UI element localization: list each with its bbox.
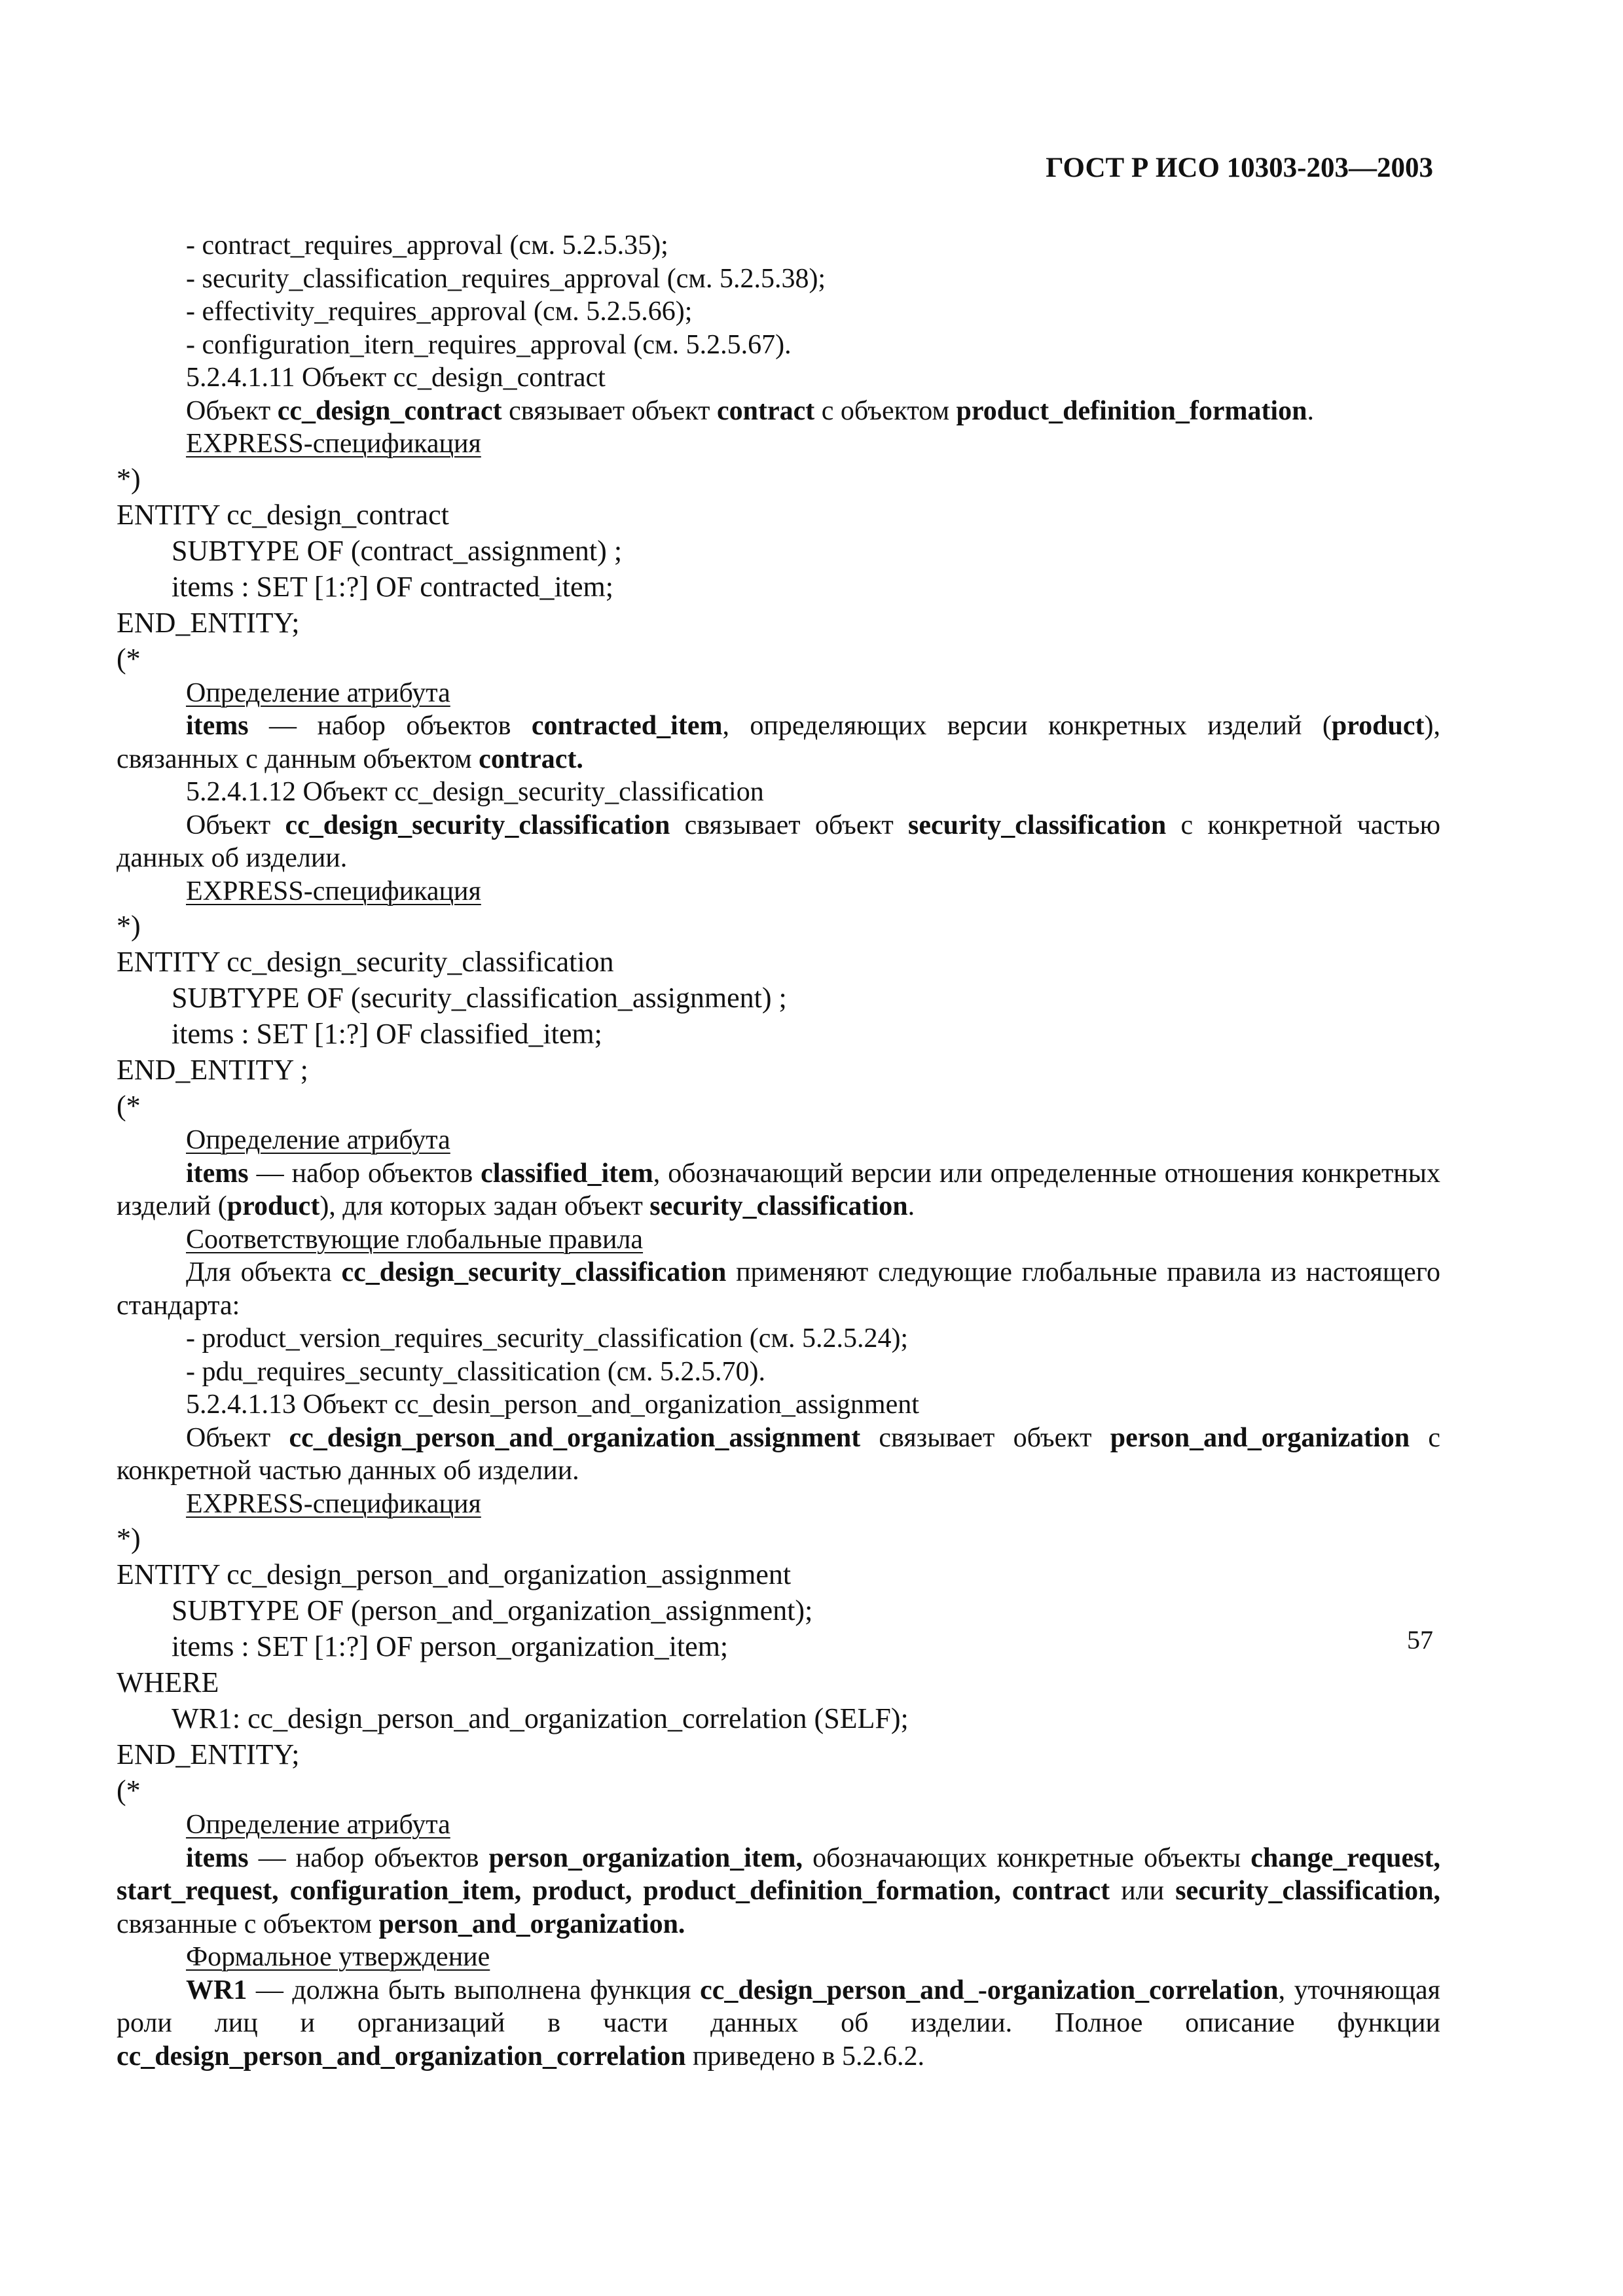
code-line <box>117 1088 1440 1124</box>
text-run: 5.2.4.1.13 Объект cc_desin_person_and_organization_assignment <box>186 1390 919 1420</box>
term-bold: person_and_organization <box>1110 1422 1410 1453</box>
text-run: , определяющих версии конкретных изделий ( <box>722 711 1332 741</box>
term-bold: contract. <box>479 744 583 774</box>
text-run: *) <box>117 910 141 942</box>
text-line <box>117 329 1440 362</box>
section-heading: EXPRESS-спецификация <box>186 876 481 906</box>
text-run: применяют следующие глобальные правила из настоящего стандарта: <box>117 1257 1440 1321</box>
text-line <box>117 262 1440 296</box>
text-run: связывает объект <box>670 810 908 840</box>
code-line <box>117 908 1440 944</box>
text-run: (* <box>117 1090 141 1122</box>
text-line <box>117 427 1440 461</box>
code-line-indented <box>117 980 1440 1016</box>
term-bold: items <box>186 1158 249 1189</box>
text-run: приведено в 5.2.6.2. <box>685 2041 924 2072</box>
code-line <box>117 497 1440 533</box>
text-run: *) <box>117 462 141 495</box>
code-line-indented <box>117 1700 1440 1736</box>
text-run: items : SET [1:?] OF contracted_item; <box>172 570 613 603</box>
code-line <box>117 1556 1440 1592</box>
text-run: . <box>1307 395 1314 426</box>
text-run: ENTITY cc_design_contract <box>117 498 449 531</box>
text-run: ENTITY cc_design_security_classification <box>117 946 614 978</box>
text-run: — набор объектов <box>248 711 532 741</box>
text-run: (* <box>117 642 141 675</box>
text-run: связывает объект <box>860 1422 1110 1453</box>
text-run: ), связанных с данным объектом <box>117 711 1440 774</box>
text-run: Объект <box>186 395 278 426</box>
term-bold: cc_design_security_classification <box>341 1257 727 1287</box>
text-run: *) <box>117 1522 141 1554</box>
text-run: END_ENTITY; <box>117 1738 300 1770</box>
term-bold: change_request, start_request, configuration_item, product, product_definition_formation, contract <box>117 1842 1441 1906</box>
paragraph <box>117 1256 1440 1322</box>
paragraph <box>117 1974 1440 2073</box>
text-run: Объект <box>186 1422 289 1453</box>
page-number: 57 <box>1407 1625 1433 1655</box>
code-line <box>117 641 1440 677</box>
text-line <box>117 295 1440 329</box>
text-run: WR1: cc_design_person_and_organization_correlation (SELF); <box>172 1702 909 1734</box>
section-heading: EXPRESS-спецификация <box>186 1488 481 1519</box>
code-line <box>117 1664 1440 1700</box>
text-run: SUBTYPE OF (contract_assignment) ; <box>172 534 623 567</box>
text-line <box>117 677 1440 710</box>
text-run: связывает объект <box>501 395 718 426</box>
text-run: Для объекта <box>186 1257 342 1287</box>
section-heading: Формальное утверждение <box>186 1942 490 1972</box>
term-bold: security_classification <box>649 1191 908 1221</box>
text-run: 5.2.4.1.11 Объект cc_design_contract <box>186 363 606 393</box>
section-heading: Определение атрибута <box>186 677 450 708</box>
text-run: — набор объектов <box>248 1158 481 1189</box>
code-line <box>117 1052 1440 1088</box>
term-bold: classified_item <box>481 1158 653 1189</box>
term-bold: product_definition_formation <box>956 395 1307 426</box>
section-heading: Определение атрибута <box>186 1810 450 1840</box>
code-line <box>117 461 1440 497</box>
term-bold: WR1 <box>186 1975 247 2005</box>
text-run: items : SET [1:?] OF classified_item; <box>172 1018 602 1050</box>
term-bold: person_and_organization. <box>378 1909 685 1939</box>
code-line-indented <box>117 1016 1440 1052</box>
section-heading: EXPRESS-спецификация <box>186 429 481 459</box>
text-line <box>117 776 1440 809</box>
paragraph <box>117 1842 1440 1941</box>
text-run: - effectivity_requires_approval (см. 5.2.5.66); <box>186 296 693 327</box>
term-bold: security_classification <box>907 810 1167 840</box>
term-bold: person_organization_item, <box>488 1842 803 1873</box>
text-line <box>117 875 1440 908</box>
text-run: . <box>907 1191 915 1221</box>
term-bold: security_classification, <box>1175 1876 1440 1906</box>
text-run: END_ENTITY; <box>117 606 300 639</box>
text-run: — набор объектов <box>248 1842 489 1873</box>
text-line <box>117 1941 1440 1974</box>
page-body <box>117 229 1440 2073</box>
text-line <box>117 1223 1440 1257</box>
paragraph <box>117 1157 1440 1223</box>
term-bold: cc_design_contract <box>277 395 502 426</box>
paragraph <box>117 709 1440 776</box>
term-bold: contracted_item <box>531 711 723 741</box>
text-run: или <box>1110 1876 1176 1906</box>
text-line <box>117 1124 1440 1157</box>
text-run: SUBTYPE OF (security_classification_assignment) ; <box>172 982 787 1014</box>
text-run: - pdu_requires_secunty_classitication (см. 5.2.5.70). <box>186 1356 766 1387</box>
text-run: , уточняющая роли лиц и организаций в части данных об изделии. Полное описание функции <box>117 1975 1440 2038</box>
term-bold: items <box>186 1842 249 1873</box>
code-line-indented <box>117 569 1440 605</box>
term-bold: contract <box>717 395 815 426</box>
text-line <box>117 1488 1440 1521</box>
text-line <box>117 1322 1440 1355</box>
text-run: WHERE <box>117 1666 219 1698</box>
term-bold: product <box>227 1191 320 1221</box>
term-bold: cc_design_security_classification <box>285 810 670 840</box>
term-bold: cc_design_person_and_organization_correlation <box>117 2041 686 2072</box>
text-run: с конкретной частью данных об изделии. <box>117 810 1440 873</box>
term-bold: items <box>186 711 249 741</box>
text-run: обозначающих конкретные объекты <box>803 1842 1251 1873</box>
text-run: - security_classification_requires_approval (см. 5.2.5.38); <box>186 263 826 294</box>
paragraph <box>117 1422 1440 1488</box>
text-run: - configuration_itern_requires_approval (см. 5.2.5.67). <box>186 329 792 360</box>
text-run: END_ENTITY ; <box>117 1054 308 1086</box>
section-heading: Определение атрибута <box>186 1125 450 1155</box>
text-run: с объектом <box>814 395 957 426</box>
text-run: items : SET [1:?] OF person_organization_item; <box>172 1630 729 1662</box>
text-line <box>117 1388 1440 1422</box>
paragraph <box>117 809 1440 875</box>
text-line <box>117 1355 1440 1389</box>
text-line <box>117 229 1440 262</box>
term-bold: cc_design_person_and_-organization_correlation <box>700 1975 1279 2005</box>
term-bold: cc_design_person_and_organization_assignment <box>289 1422 861 1453</box>
text-line <box>117 1808 1440 1842</box>
code-line-indented <box>117 1628 1440 1664</box>
code-line <box>117 944 1440 980</box>
code-line <box>117 1772 1440 1808</box>
text-run: (* <box>117 1774 141 1806</box>
section-heading: Соответствующие глобальные правила <box>186 1224 644 1255</box>
code-line-indented <box>117 533 1440 569</box>
code-line-indented <box>117 1592 1440 1628</box>
text-run: 5.2.4.1.12 Объект cc_design_security_classification <box>186 777 764 807</box>
paragraph <box>117 395 1440 428</box>
text-run: , обозначающий версии или определенные отношения конкретных изделий ( <box>117 1158 1441 1221</box>
text-line <box>117 361 1440 395</box>
text-run: — должна быть выполнена функция <box>247 1975 701 2005</box>
code-line <box>117 605 1440 641</box>
code-line <box>117 1736 1440 1772</box>
code-line <box>117 1520 1440 1556</box>
text-run: связанные с объектом <box>117 1909 379 1939</box>
text-run: ), для которых задан объект <box>319 1191 650 1221</box>
text-run: SUBTYPE OF (person_and_organization_assignment); <box>172 1594 813 1626</box>
text-run: - product_version_requires_security_classification (см. 5.2.5.24); <box>186 1323 909 1354</box>
text-run: ENTITY cc_design_person_and_organization_assignment <box>117 1558 792 1590</box>
text-run: Объект <box>186 810 285 840</box>
term-bold: product <box>1331 711 1425 741</box>
page-header-doc-code: ГОСТ Р ИСО 10303-203—2003 <box>1046 152 1433 183</box>
text-run: - contract_requires_approval (см. 5.2.5.35); <box>186 230 668 260</box>
text-run: с конкретной частью данных об изделии. <box>117 1422 1440 1486</box>
